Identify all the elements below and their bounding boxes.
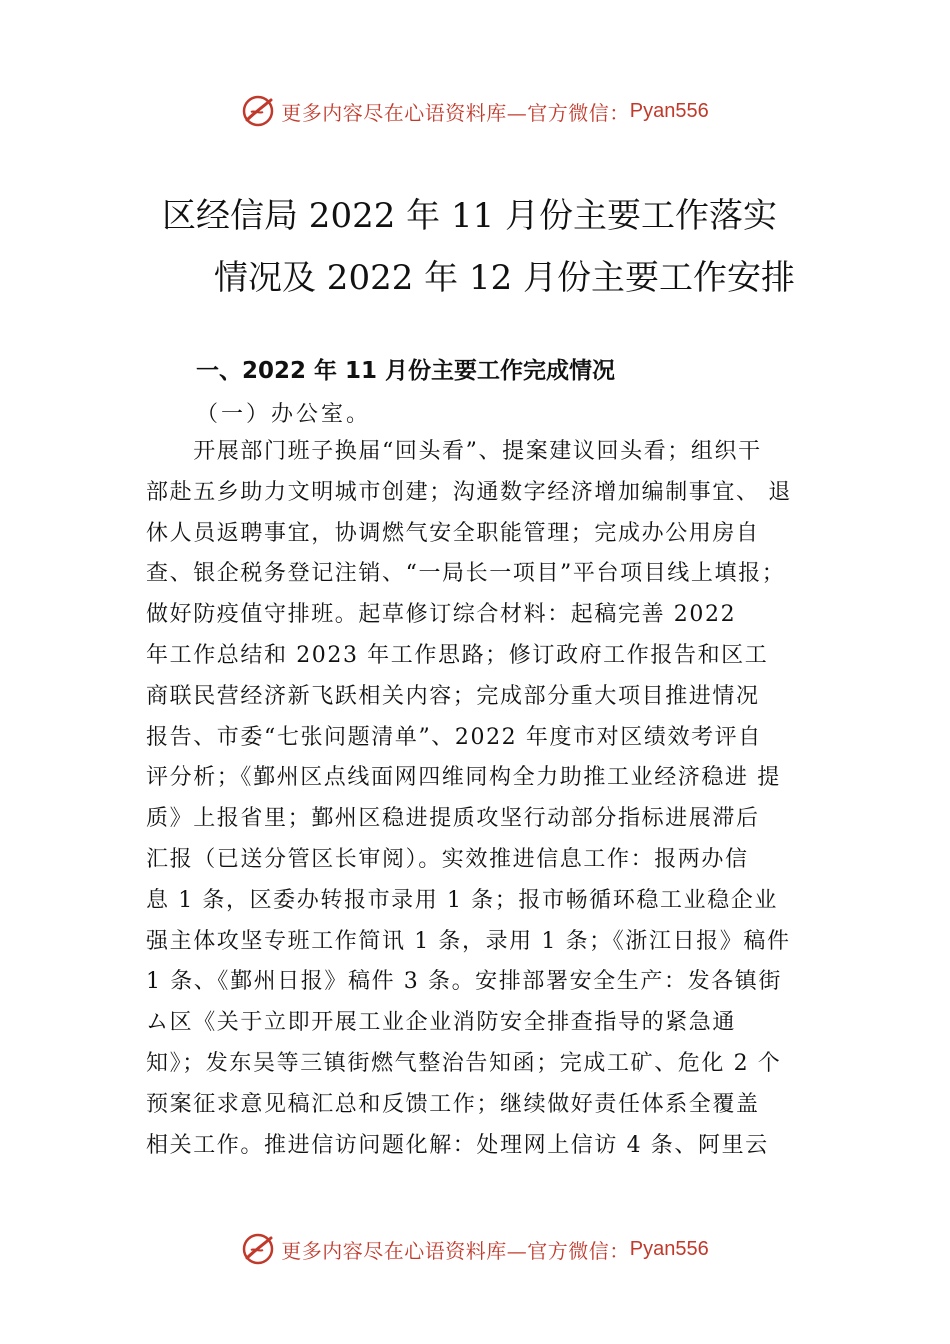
- body-line: 强主体攻坚专班工作简讯 1 条，录用 1 条；《浙江日报》稿件: [146, 928, 791, 954]
- body-line: ム区《关于立即开展工业企业消防安全排查指导的紧急通: [146, 1010, 737, 1036]
- watermark-header: [0, 94, 950, 128]
- brush-logo-icon: [241, 1232, 275, 1266]
- body-paragraph: [146, 432, 810, 1166]
- body-line: 开展部门班子换届“回头看”、提案建议回头看；组织干: [146, 439, 762, 464]
- body-line: 做好防疫值守排班。起草修订综合材料：起稿完善 2022: [146, 602, 737, 628]
- brush-logo-icon: [241, 94, 275, 128]
- watermark-footer: [0, 1232, 950, 1266]
- body-line: 息 1 条，区委办转报市录用 1 条；报市畅循环稳工业稳企业: [146, 887, 778, 913]
- body-line: 休人员返聘事宜，协调燃气安全职能管理；完成办公用房自: [146, 520, 760, 546]
- body-line: 评分析；《鄞州区点线面网四维同构全力助推工业经济稳进 提: [146, 765, 781, 791]
- body-line: 预案征求意见稿汇总和反馈工作；继续做好责任体系全覆盖: [146, 1091, 760, 1117]
- document-title-line-1: 区经信局 2022 年 11 月份主要工作落实: [162, 196, 778, 236]
- body-line: 1 条、《鄞州日报》稿件 3 条。安排部署安全生产：发各镇街: [146, 969, 782, 995]
- watermark-wechat-id: Pyan556: [629, 1237, 709, 1260]
- body-line: 部赴五乡助力文明城市创建；沟通数字经济增加编制事宜、 退: [146, 479, 792, 505]
- watermark-wechat-id: Pyan556: [629, 99, 709, 122]
- section-heading: 一、2022 年 11 月份主要工作完成情况: [196, 358, 616, 384]
- body-line: 汇报（已送分管区长审阅）。实效推进信息工作：报两办信: [146, 846, 749, 872]
- watermark-text: 更多内容尽在心语资料库—官方微信：: [281, 1238, 630, 1263]
- subsection-heading: （一）办公室。: [196, 402, 372, 427]
- body-line: 知》；发东吴等三镇街燃气整治告知函；完成工矿、危化 2 个: [146, 1050, 782, 1076]
- body-line: 报告、市委“七张问题清单”、2022 年度市对区绩效考评自: [146, 724, 762, 750]
- body-line: 查、银企税务登记注销、“一局长一项目”平台项目线上填报；: [146, 561, 786, 587]
- body-line: 质》上报省里；鄞州区稳进提质攻坚行动部分指标进展滞后: [146, 806, 760, 832]
- body-line: 相关工作。推进信访问题化解：处理网上信访 4 条、阿里云: [146, 1132, 769, 1158]
- body-line: 商联民营经济新飞跃相关内容；完成部分重大项目推进情况: [146, 683, 760, 709]
- watermark-text: 更多内容尽在心语资料库—官方微信：: [281, 100, 630, 125]
- body-line: 年工作总结和 2023 年工作思路；修订政府工作报告和区工: [146, 642, 769, 668]
- document-title-line-2: 情况及 2022 年 12 月份主要工作安排: [214, 258, 796, 298]
